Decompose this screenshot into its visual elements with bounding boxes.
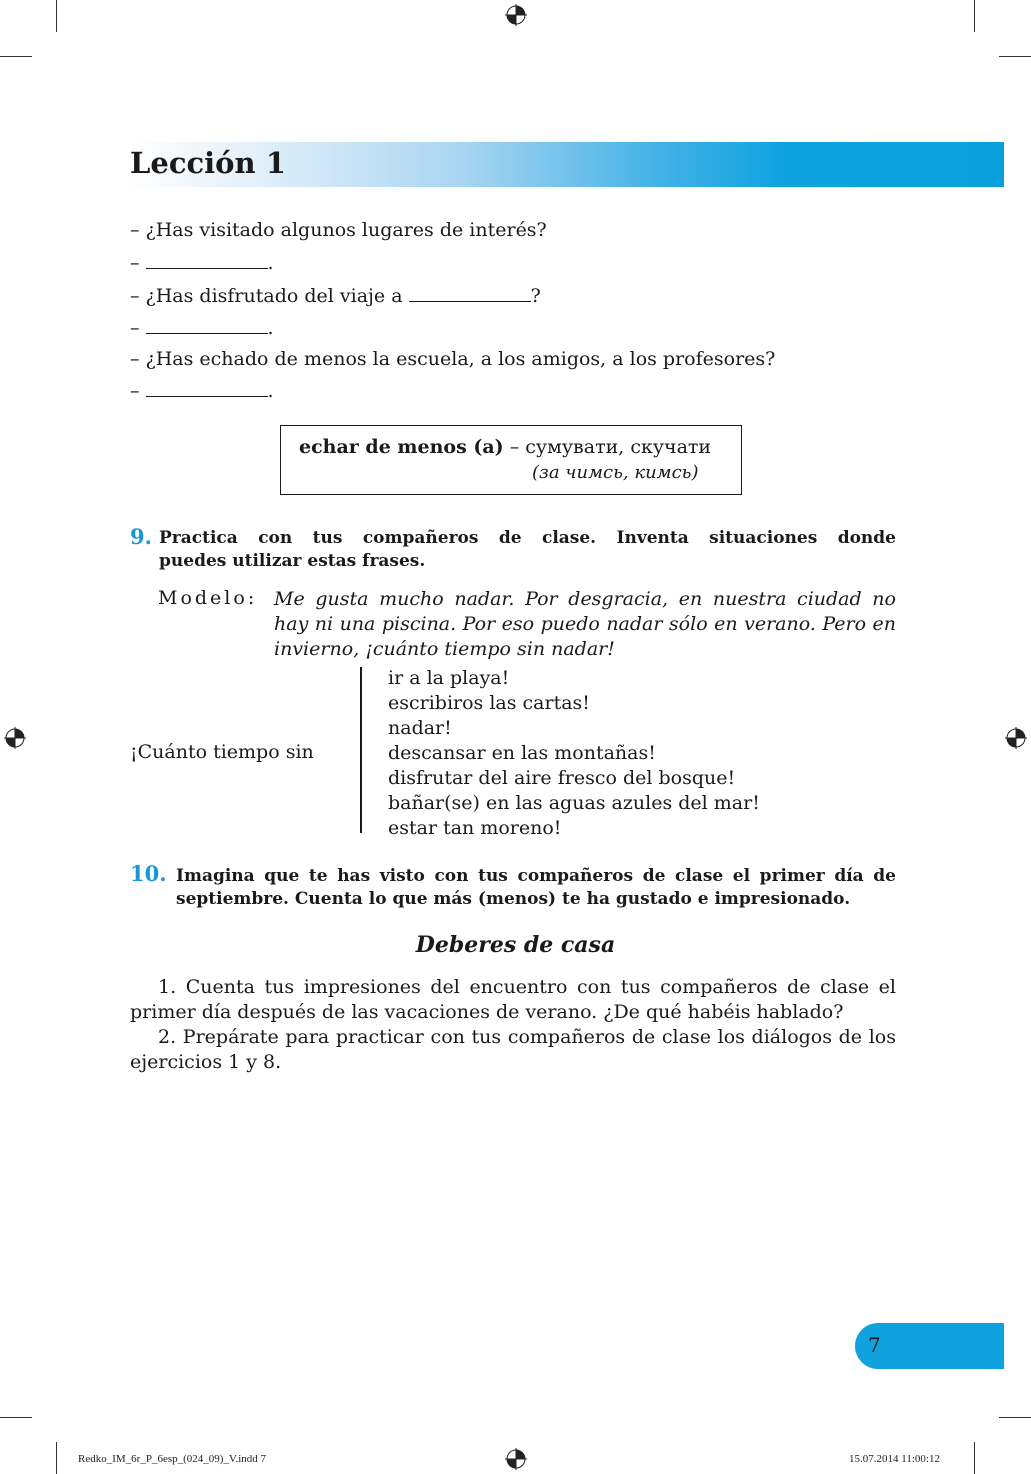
section-title: Deberes de casa: [415, 932, 616, 958]
footer-file-name: Redko_IM_6r_P_6esp_(024_09)_V.indd 7: [78, 1453, 267, 1465]
modelo-label: Modelo:: [158, 587, 258, 609]
list-item: descansar en las montañas!: [388, 742, 656, 764]
phrase-stem: ¡Cuánto tiempo sin: [130, 741, 314, 763]
vocab-box: [280, 425, 742, 495]
vocab-translation: – сумувати, скучати: [503, 436, 712, 458]
dialogue-prefix: –: [130, 317, 146, 339]
dialogue-line: [130, 283, 541, 308]
crop-mark: [0, 1417, 32, 1418]
homework-line: 1. Cuenta tus impresiones del encuentro con tus compañeros de clase el: [158, 976, 896, 998]
page-title: Lección 1: [130, 146, 286, 180]
dialogue-line: [130, 347, 775, 371]
homework-item: [130, 1025, 896, 1075]
dialogue-prefix: – ¿Has disfrutado del viaje a: [130, 285, 409, 307]
crop-mark: [0, 56, 32, 57]
dialogue-suffix: .: [267, 252, 274, 274]
vocab-term: echar de menos (a): [299, 436, 504, 458]
instruction-line: Imagina que te has visto con tus compañeros de clase el primer día de: [176, 866, 896, 886]
instruction-line: puedes utilizar estas frases.: [159, 551, 426, 571]
list-item: escribiros las cartas!: [388, 692, 590, 714]
list-item: disfrutar del aire fresco del bosque!: [388, 767, 736, 789]
answer-blank: [409, 283, 531, 302]
homework-item: [130, 975, 896, 1025]
answer-blank: [146, 378, 268, 397]
list-item: nadar!: [388, 717, 452, 739]
crop-mark: [974, 1442, 975, 1474]
list-item: bañar(se) en las aguas azules del mar!: [388, 792, 760, 814]
divider: [360, 667, 362, 833]
dialogue-prefix: –: [130, 380, 146, 402]
exercise-number: 9.: [130, 524, 152, 549]
exercise-instruction: [176, 865, 896, 911]
homework-line: ejercicios 1 y 8.: [130, 1051, 282, 1073]
modelo-text: [274, 587, 896, 662]
registration-mark-icon: [505, 4, 527, 26]
instruction-line: Practica con tus compañeros de clase. Inventa situaciones donde: [159, 528, 896, 548]
exercise-instruction: [159, 527, 896, 573]
instruction-line: septiembre. Cuenta lo que más (menos) te ha gustado e impresionado.: [176, 889, 851, 909]
exercise-number: 10.: [130, 861, 167, 886]
crop-mark: [56, 0, 57, 32]
homework-line: 2. Prepárate para practicar con tus compañeros de clase los diálogos de los: [158, 1026, 896, 1048]
dialogue-line: [130, 378, 274, 403]
crop-mark: [999, 1417, 1031, 1418]
registration-mark-icon: [505, 1448, 527, 1470]
dialogue-suffix: .: [267, 317, 274, 339]
dialogue-prefix: –: [130, 252, 146, 274]
dialogue-line: [130, 315, 274, 340]
dialogue-suffix: ?: [530, 285, 541, 307]
modelo-line: Me gusta mucho nadar. Por desgracia, en nuestra ciudad no: [274, 588, 896, 610]
answer-blank: [146, 250, 268, 269]
vocab-entry: [299, 436, 711, 458]
dialogue-suffix: .: [267, 380, 274, 402]
list-item: estar tan moreno!: [388, 817, 562, 839]
vocab-note: (за чимсь, кимсь): [532, 462, 699, 483]
phrase-options: [388, 666, 760, 841]
modelo-line: invierno, ¡cuánto tiempo sin nadar!: [274, 638, 615, 660]
crop-mark: [974, 0, 975, 32]
modelo-line: hay ni una piscina. Por eso puedo nadar sólo en verano. Pero en: [274, 613, 896, 635]
dialogue-line: [130, 250, 274, 275]
footer-timestamp: 15.07.2014 11:00:12: [849, 1453, 940, 1465]
registration-mark-icon: [1005, 727, 1027, 749]
answer-blank: [146, 315, 268, 334]
page-number: 7: [868, 1333, 881, 1357]
dialogue-text: – ¿Has visitado algunos lugares de interés?: [130, 219, 547, 241]
dialogue-text: – ¿Has echado de menos la escuela, a los amigos, a los profesores?: [130, 348, 776, 370]
list-item: ir a la playa!: [388, 667, 510, 689]
dialogue-line: [130, 218, 547, 242]
crop-mark: [999, 56, 1031, 57]
crop-mark: [56, 1442, 57, 1474]
homework-line: primer día después de las vacaciones de verano. ¿De qué habéis hablado?: [130, 1001, 844, 1023]
registration-mark-icon: [4, 727, 26, 749]
page-number-tab: [855, 1323, 1004, 1369]
